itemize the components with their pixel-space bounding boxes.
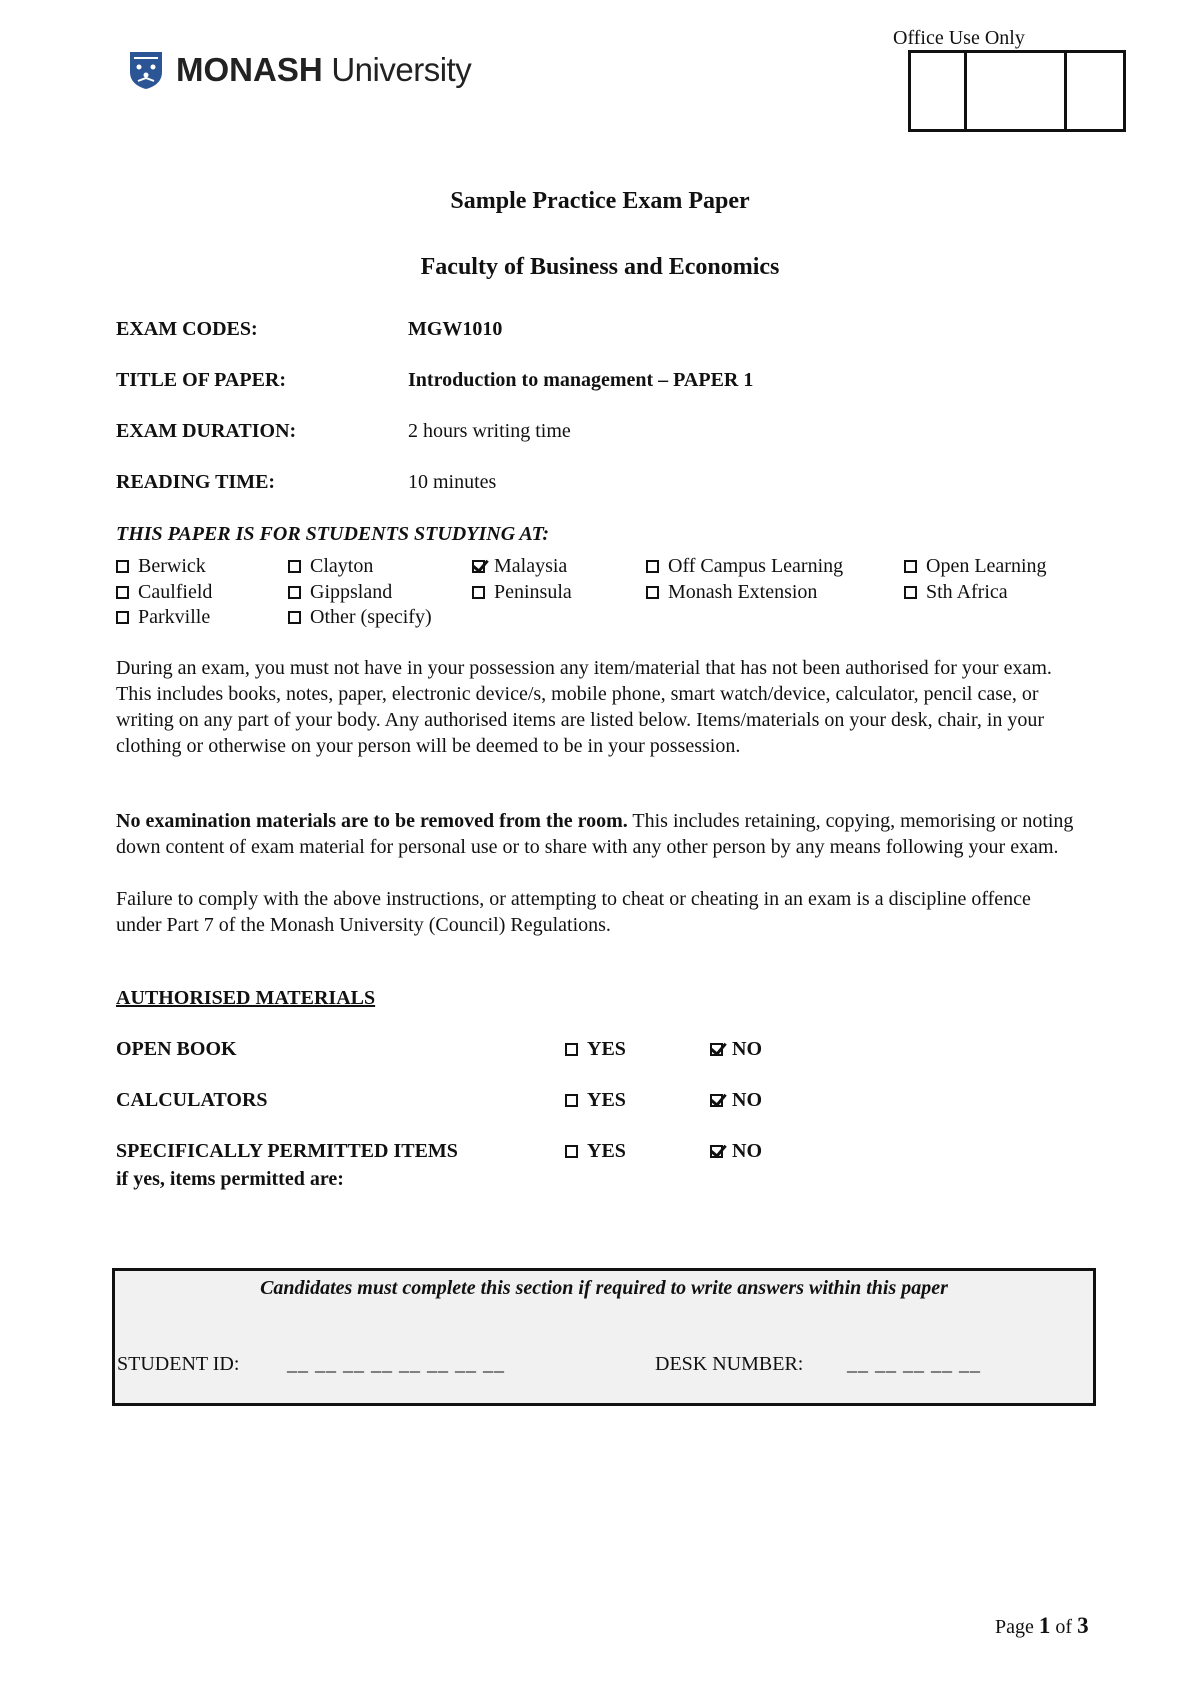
title-of-paper-label: TITLE OF PAPER: [116, 369, 287, 391]
open-book-yes-option[interactable] [565, 1038, 626, 1061]
checkbox-icon[interactable] [116, 611, 129, 624]
checkbox-icon[interactable] [904, 586, 917, 599]
page-total: 3 [1077, 1613, 1089, 1638]
campus-label: Gippsland [310, 581, 393, 603]
campus-label: Sth Africa [926, 581, 1008, 603]
no-label: NO [732, 1089, 762, 1111]
yes-label: YES [587, 1089, 626, 1111]
campus-label: Monash Extension [668, 581, 818, 603]
removal-notice [116, 808, 1076, 860]
campus-label: Clayton [310, 555, 374, 577]
reading-time-value: 10 minutes [408, 471, 497, 493]
campus-label: Caulfield [138, 581, 213, 603]
desk-number-field[interactable]: __ __ __ __ __ [847, 1353, 981, 1375]
possession-notice: During an exam, you must not have in your possession any item/material that has not been authorised for your exam. This includes books, notes, paper, electronic device/s, mobile phone, smart watch/device, calculator, pencil case, or writing on any part of your body. Any authorised items are listed below. Items/materials on your desk, chair, in your clothing or otherwise on your person will be deemed to be in your possession. [116, 657, 1052, 757]
permitted-items-note: if yes, items permitted are: [116, 1168, 344, 1190]
campus-option-berwick[interactable] [116, 555, 206, 578]
open-book-label: OPEN BOOK [116, 1038, 237, 1060]
checked-checkbox-icon[interactable] [472, 560, 485, 573]
checked-checkbox-icon[interactable] [710, 1043, 723, 1056]
campus-option-parkville[interactable] [116, 606, 210, 629]
page-word: Page [995, 1616, 1034, 1638]
checkbox-icon[interactable] [288, 611, 301, 624]
campus-label: Off Campus Learning [668, 555, 844, 577]
reading-time-label: READING TIME: [116, 471, 276, 493]
checked-checkbox-icon[interactable] [710, 1145, 723, 1158]
campus-option-gippsland[interactable] [288, 581, 392, 604]
student-id-label: STUDENT ID: [117, 1353, 240, 1375]
checkbox-icon[interactable] [116, 560, 129, 573]
calculators-yes-option[interactable] [565, 1089, 626, 1112]
yes-label: YES [587, 1140, 626, 1162]
office-use-cell [1067, 53, 1123, 129]
checkbox-icon[interactable] [565, 1094, 578, 1107]
exam-duration-label: EXAM DURATION: [116, 420, 297, 442]
title-of-paper-value: Introduction to management – PAPER 1 [408, 369, 754, 391]
studying-heading: THIS PAPER IS FOR STUDENTS STUDYING AT: [116, 523, 550, 545]
campus-option-other[interactable] [288, 606, 432, 629]
campus-label: Malaysia [494, 555, 568, 577]
campus-label: Parkville [138, 606, 211, 628]
campus-option-monash-extension[interactable] [646, 581, 817, 604]
logo-wordmark [176, 50, 471, 90]
of-word: of [1055, 1616, 1073, 1638]
logo-word-university: University [331, 51, 472, 88]
discipline-notice: Failure to comply with the above instructions, or attempting to cheat or cheating in an exam is a discipline offence under Part 7 of the Monash University (Council) Regulations. [116, 888, 1031, 936]
exam-duration-value: 2 hours writing time [408, 420, 571, 442]
office-use-label: Office Use Only [893, 27, 1025, 49]
checkbox-icon[interactable] [904, 560, 917, 573]
faculty-name: Faculty of Business and Economics [420, 254, 780, 280]
campus-label: Other (specify) [310, 606, 432, 628]
student-id-field[interactable]: __ __ __ __ __ __ __ __ [287, 1353, 505, 1375]
office-use-cell [967, 53, 1067, 129]
campus-label: Peninsula [494, 581, 572, 603]
calculators-label: CALCULATORS [116, 1089, 268, 1111]
exam-codes-value: MGW1010 [408, 318, 503, 340]
office-use-box [908, 50, 1126, 132]
monash-crest-icon [128, 50, 164, 90]
desk-number-label: DESK NUMBER: [655, 1353, 804, 1375]
campus-option-open-learning[interactable] [904, 555, 1047, 578]
permitted-items-no-option[interactable] [710, 1140, 762, 1163]
checkbox-icon[interactable] [646, 560, 659, 573]
page-indicator [995, 1613, 1089, 1639]
campus-label: Berwick [138, 555, 206, 577]
campus-option-off-campus[interactable] [646, 555, 843, 578]
campus-option-sth-africa[interactable] [904, 581, 1008, 604]
checked-checkbox-icon[interactable] [710, 1094, 723, 1107]
checkbox-icon[interactable] [565, 1145, 578, 1158]
calculators-no-option[interactable] [710, 1089, 762, 1112]
no-label: NO [732, 1038, 762, 1060]
candidate-section-title: Candidates must complete this section if required to write answers within this paper [260, 1277, 948, 1299]
checkbox-icon[interactable] [565, 1043, 578, 1056]
no-label: NO [732, 1140, 762, 1162]
monash-logo [128, 50, 471, 90]
logo-word-monash: MONASH [176, 51, 323, 88]
permitted-items-yes-option[interactable] [565, 1140, 626, 1163]
campus-option-clayton[interactable] [288, 555, 373, 578]
removal-notice-rest: This includes retaining, copying, memorising or noting down content of exam material for personal use or to share with any other person by any means following your exam. [116, 810, 1074, 858]
checkbox-icon[interactable] [288, 586, 301, 599]
permitted-items-label: SPECIFICALLY PERMITTED ITEMS [116, 1140, 458, 1162]
campus-option-caulfield[interactable] [116, 581, 212, 604]
checkbox-icon[interactable] [116, 586, 129, 599]
page-number: 1 [1038, 1613, 1051, 1638]
yes-label: YES [587, 1038, 626, 1060]
authorised-materials-heading: AUTHORISED MATERIALS [116, 987, 376, 1009]
campus-option-peninsula[interactable] [472, 581, 572, 604]
checkbox-icon[interactable] [646, 586, 659, 599]
candidate-section [112, 1268, 1096, 1406]
checkbox-icon[interactable] [288, 560, 301, 573]
open-book-no-option[interactable] [710, 1038, 762, 1061]
campus-label: Open Learning [926, 555, 1047, 577]
campus-option-malaysia[interactable] [472, 555, 567, 578]
office-use-cell [911, 53, 967, 129]
exam-title: Sample Practice Exam Paper [450, 188, 750, 214]
removal-notice-bold: No examination materials are to be removed from the room. [116, 810, 628, 832]
checkbox-icon[interactable] [472, 586, 485, 599]
exam-codes-label: EXAM CODES: [116, 318, 258, 340]
